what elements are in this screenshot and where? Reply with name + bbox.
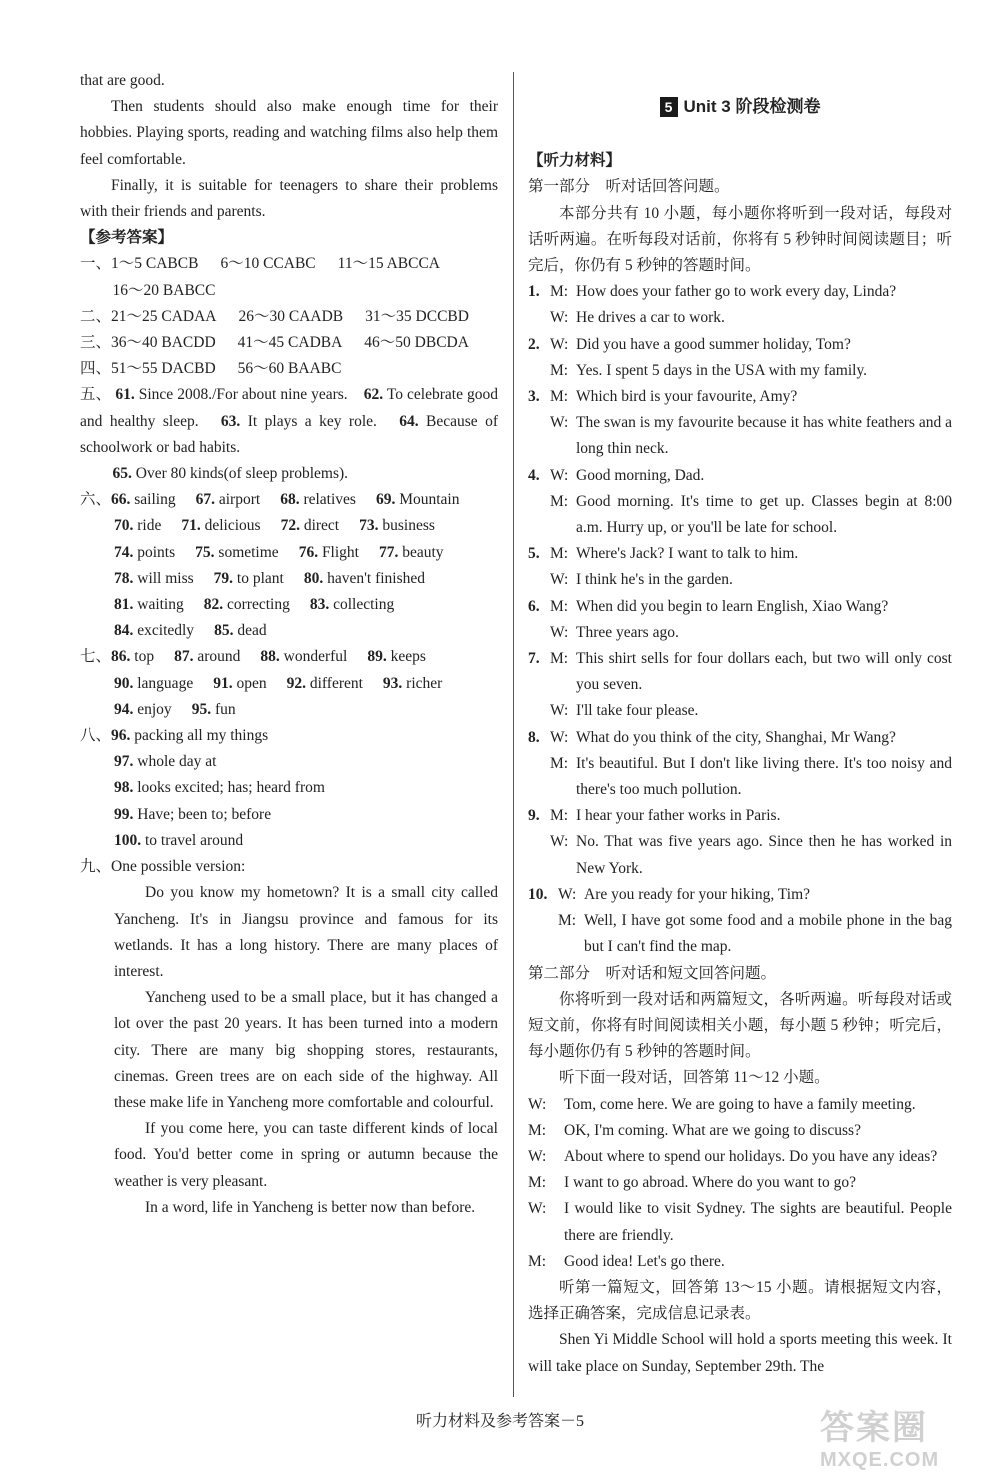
- watermark-text: MXQE.COM: [820, 1449, 940, 1471]
- answer-text: Flight: [321, 543, 359, 561]
- question-number: 70.: [114, 517, 134, 535]
- answer-group: [214, 566, 284, 592]
- part-title: 第二部分 听对话和短文回答问题。: [528, 964, 777, 982]
- answer-group: [359, 513, 435, 539]
- speaker-label: W:: [550, 571, 569, 589]
- section-label: 四、: [80, 360, 112, 378]
- paragraph: 听第一篇短文，回答第 13～15 小题。请根据短文内容，选择正确答案，完成信息记录表。: [528, 1278, 952, 1323]
- answer-group: [379, 540, 444, 566]
- answer-text: different: [309, 674, 363, 692]
- speaker-label: W:: [550, 833, 569, 851]
- answer-row: [80, 513, 498, 539]
- answer-group: [310, 592, 394, 618]
- section-label: 六、: [80, 491, 112, 509]
- speaker-label: W:: [550, 466, 569, 484]
- conversation: [528, 1092, 952, 1275]
- answer-text: Over 80 kinds(of sleep problems).: [135, 465, 349, 483]
- answer-text: delicious: [204, 517, 261, 535]
- question-number: 89.: [367, 648, 387, 666]
- question-number: 91.: [213, 674, 233, 692]
- question-number: 67.: [195, 491, 215, 509]
- dialog-text: It's beautiful. But I don't like living there. It's too noisy and there's too much pollution.: [576, 754, 952, 799]
- question-number: 87.: [174, 648, 194, 666]
- answer-row: [80, 749, 498, 775]
- dialog-text: Good morning, Dad.: [576, 466, 705, 484]
- answer-text: haven't finished: [327, 569, 426, 587]
- question-number: 80.: [303, 569, 324, 587]
- column-divider: [513, 72, 514, 1397]
- question-number: 1.: [528, 283, 540, 301]
- answer-group: 11～15 ABCCA: [337, 255, 440, 273]
- answer-group: [213, 671, 266, 697]
- dialog-line: [528, 829, 952, 881]
- question-number: 88.: [260, 648, 280, 666]
- answer-group: [181, 513, 260, 539]
- dialog-line: [528, 908, 952, 960]
- speaker-label: M:: [550, 361, 569, 379]
- question-number: 2.: [528, 335, 540, 353]
- speaker-label: W:: [550, 335, 569, 353]
- answer-row: [80, 278, 498, 304]
- answer-row: [80, 775, 498, 801]
- dialog-text: I hear your father works in Paris.: [576, 807, 781, 825]
- answer-text: Since 2008./For about nine years.: [138, 386, 348, 404]
- question-number: 6.: [528, 597, 540, 615]
- answer-text: business: [382, 517, 435, 535]
- question-number: 72.: [280, 517, 300, 535]
- answer-text: to travel around: [145, 831, 244, 849]
- answer-group: [114, 513, 161, 539]
- answer-group: [114, 566, 194, 592]
- dialog-line: [528, 489, 952, 541]
- answer-group: 46～50 DBCDA: [364, 334, 469, 352]
- answers-heading: 【参考答案】: [80, 229, 174, 247]
- question-number: 78.: [114, 569, 134, 587]
- question-number: [528, 567, 550, 593]
- question-number: 73.: [359, 517, 379, 535]
- dialog-text: Well, I have got some food and a mobile phone in the bag but I can't find the map.: [584, 912, 952, 956]
- dialog-line: [528, 1118, 952, 1144]
- paragraph: 本部分共有 10 小题，每小题你将听到一段对话，每段对话听两遍。在听每段对话前，你将有 5 秒钟时间阅读题目；听完后，你仍有 5 秒钟的答题时间。: [528, 204, 952, 275]
- answer-group: [304, 566, 425, 592]
- answer-text: whole day at: [137, 753, 217, 771]
- section-label: 八、: [80, 727, 112, 745]
- dialog-line: [528, 358, 952, 384]
- answer-group: [299, 540, 359, 566]
- answer-row: [80, 461, 498, 487]
- question-number: 83.: [309, 596, 330, 614]
- question-number: 61.: [115, 386, 135, 404]
- answer-group: [111, 487, 176, 513]
- answer-text: language: [137, 674, 194, 692]
- unit-number-badge: 5: [660, 97, 678, 117]
- dialog-line: [528, 751, 952, 803]
- dialog-line: [528, 803, 952, 829]
- answer-group: [287, 671, 363, 697]
- answer-row: [80, 723, 498, 749]
- question-number: 76.: [298, 543, 319, 561]
- question-number: [528, 410, 550, 462]
- paragraph: Do you know my hometown? It is a small city called Yancheng. It's in Jiangsu province and famous for its wetlands. It has a long history. There are many places of interest.: [114, 884, 498, 980]
- dialog-line: [528, 620, 952, 646]
- question-number: 74.: [114, 543, 134, 561]
- answer-group: [174, 644, 240, 670]
- paragraph: 听下面一段对话，回答第 11～12 小题。: [559, 1069, 830, 1087]
- answer-row: [80, 644, 498, 670]
- question-number: 68.: [280, 491, 300, 509]
- question-number: 97.: [114, 753, 134, 771]
- question-number: 85.: [214, 622, 234, 640]
- answer-row: [80, 566, 498, 592]
- question-number: 84.: [114, 622, 134, 640]
- answer-text: Mountain: [399, 491, 460, 509]
- dialog-text: I think he's in the garden.: [576, 571, 733, 589]
- question-number: 4.: [528, 466, 540, 484]
- question-number: 66.: [111, 491, 131, 509]
- answer-group: [114, 618, 194, 644]
- speaker-label: M:: [528, 1121, 547, 1139]
- answer-text: around: [197, 648, 241, 666]
- question-number: [528, 620, 550, 646]
- dialog-line: [528, 698, 952, 724]
- answer-row: [80, 540, 498, 566]
- dialog-text: Tom, come here. We are going to have a family meeting.: [564, 1095, 916, 1113]
- paragraph: Finally, it is suitable for teenagers to share their problems with their friends and parents.: [80, 176, 498, 221]
- question-number: 65.: [112, 465, 132, 483]
- question-number: 94.: [114, 700, 134, 718]
- dialog-line: [528, 541, 952, 567]
- answer-group: [260, 644, 347, 670]
- answer-group: [367, 644, 426, 670]
- answer-group: 6～10 CCABC: [220, 255, 316, 273]
- answer-block-5: [80, 382, 498, 461]
- dialog-line: [528, 463, 952, 489]
- answer-group: [114, 697, 172, 723]
- answer-group: [281, 513, 340, 539]
- question-number: [528, 829, 550, 881]
- question-number: 8.: [528, 728, 540, 746]
- answer-text: richer: [406, 674, 443, 692]
- answer-block-6: [80, 487, 498, 644]
- dialog-text: Where's Jack? I want to talk to him.: [576, 545, 799, 563]
- answer-row: [80, 802, 498, 828]
- dialog-line: [528, 1170, 952, 1196]
- question-number: 82.: [203, 596, 224, 614]
- dialog-line: [528, 410, 952, 462]
- answer-row: [80, 487, 498, 513]
- dialog-text: Are you ready for your hiking, Tim?: [584, 885, 811, 903]
- question-number: 63.: [220, 412, 241, 430]
- dialog-text: About where to spend our holidays. Do you have any ideas?: [564, 1147, 938, 1165]
- speaker-label: M:: [550, 545, 569, 563]
- question-number: 77.: [378, 543, 399, 561]
- unit-title: Unit 3 阶段检测卷: [683, 97, 821, 116]
- page-footer: 听力材料及参考答案－5: [415, 1413, 584, 1430]
- section-label: 一、: [80, 255, 112, 273]
- dialog-text: Did you have a good summer holiday, Tom?: [576, 335, 851, 353]
- answer-text: It plays a key role.: [247, 412, 377, 430]
- answer-text: To celebrate good and healthy sleep.: [80, 386, 498, 430]
- question-number: 69.: [375, 491, 396, 509]
- listening-heading: 【听力材料】: [528, 152, 622, 170]
- speaker-label: M:: [550, 283, 569, 301]
- answer-text: airport: [218, 491, 261, 509]
- question-number: [528, 358, 550, 384]
- dialog-text: I'll take four please.: [576, 702, 699, 720]
- answer-group: 41～45 CADBA: [237, 334, 343, 352]
- question-number: 7.: [528, 650, 540, 668]
- question-number: 75.: [195, 543, 215, 561]
- answer-text: enjoy: [137, 700, 172, 718]
- answer-text: packing all my things: [134, 727, 269, 745]
- paragraph: that are good.: [80, 72, 165, 89]
- speaker-label: W:: [528, 1200, 547, 1218]
- question-number: 98.: [114, 779, 134, 797]
- answer-group: [192, 697, 236, 723]
- answer-text: sometime: [218, 543, 279, 561]
- answer-group: 31～35 DCCBD: [365, 307, 469, 325]
- answer-group: [114, 592, 184, 618]
- question-number: 5.: [528, 545, 540, 563]
- speaker-label: M:: [550, 754, 569, 772]
- speaker-label: M:: [528, 1174, 547, 1192]
- dialog-text: When did you begin to learn English, Xiao Wang?: [576, 597, 889, 615]
- question-number: 62.: [363, 386, 384, 404]
- answer-row: [80, 356, 498, 382]
- speaker-label: M:: [558, 912, 577, 930]
- answer-group: 36～40 BACDD: [111, 334, 216, 352]
- answer-text: points: [137, 543, 176, 561]
- answer-text: correcting: [227, 596, 290, 614]
- question-number: 3.: [528, 388, 540, 406]
- answer-row: [80, 854, 498, 880]
- paragraph: Then students should also make enough time for their hobbies. Playing sports, reading and watching films also help them feel comfortable.: [80, 98, 498, 168]
- dialog-line: [528, 646, 952, 698]
- section-label: 五、: [80, 386, 112, 404]
- answer-text: beauty: [402, 543, 444, 561]
- question-number: [528, 489, 550, 541]
- question-number: [528, 751, 550, 803]
- question-number: 96.: [111, 727, 131, 745]
- paragraph: If you come here, you can taste different kinds of local food. You'd better come in spring or autumn because the weather is very pleasant.: [114, 1120, 498, 1190]
- section-label: 二、: [80, 307, 112, 325]
- question-number: [528, 698, 550, 724]
- dialog-text: OK, I'm coming. What are we going to discuss?: [564, 1121, 861, 1139]
- question-number: 100.: [114, 831, 142, 849]
- speaker-label: W:: [550, 728, 569, 746]
- dialog-line: [528, 1144, 952, 1170]
- answer-text: collecting: [333, 596, 395, 614]
- speaker-label: W:: [558, 885, 577, 903]
- question-number: 93.: [382, 674, 403, 692]
- answer-group: 51～55 DACBD: [111, 360, 216, 378]
- section-label: 七、: [80, 648, 112, 666]
- question-number: 71.: [181, 517, 201, 535]
- answer-text: ride: [137, 517, 162, 535]
- answer-group: 16～20 BABCC: [112, 281, 216, 299]
- dialog-text: Good morning. It's time to get up. Classes begin at 8:00 a.m. Hurry up, or you'll be late for school.: [576, 492, 952, 537]
- dialog-line: [528, 594, 952, 620]
- part-title: 第一部分 听对话回答问题。: [528, 178, 730, 196]
- speaker-label: W:: [528, 1147, 547, 1165]
- speaker-label: W:: [550, 309, 569, 327]
- answer-text: wonderful: [283, 648, 348, 666]
- answer-row: [80, 697, 498, 723]
- question-number: 86.: [111, 648, 131, 666]
- answer-text: keeps: [390, 648, 426, 666]
- question-number: [528, 305, 550, 331]
- dialog-list: [528, 279, 952, 960]
- answer-group: 1～5 CABCB: [111, 255, 199, 273]
- answer-block-7: [80, 644, 498, 723]
- dialog-text: He drives a car to work.: [576, 309, 725, 327]
- answer-group: 26～30 CAADB: [238, 307, 344, 325]
- left-column: [80, 68, 498, 1221]
- answer-row: [80, 671, 498, 697]
- speaker-label: M:: [528, 1252, 547, 1270]
- question-number: 92.: [286, 674, 306, 692]
- dialog-line: [528, 1196, 952, 1248]
- answer-group: [280, 487, 356, 513]
- answer-group: [383, 671, 442, 697]
- question-number: 99.: [114, 805, 134, 823]
- question-number: 90.: [114, 674, 134, 692]
- answer-text: open: [236, 674, 267, 692]
- dialog-text: What do you think of the city, Shanghai, Mr Wang?: [576, 728, 896, 746]
- speaker-label: M:: [550, 597, 569, 615]
- dialog-line: [528, 882, 952, 908]
- answer-text: direct: [303, 517, 340, 535]
- answer-text: excitedly: [137, 622, 195, 640]
- dialog-line: [528, 1249, 952, 1275]
- answer-text: waiting: [137, 596, 184, 614]
- dialog-line: [528, 1092, 952, 1118]
- answer-text: Have; been to; before: [137, 805, 272, 823]
- paragraph: 你将听到一段对话和两篇短文，各听两遍。听每段对话或短文前，你将有时间阅读相关小题，每小题 5 秒钟；听完后，每小题你仍有 5 秒钟的答题时间。: [528, 990, 952, 1061]
- section-label: 九、: [80, 858, 112, 876]
- speaker-label: M:: [550, 388, 569, 406]
- dialog-text: Which bird is your favourite, Amy?: [576, 388, 798, 406]
- answer-row: [80, 592, 498, 618]
- paragraph: In a word, life in Yancheng is better now than before.: [145, 1198, 476, 1216]
- speaker-label: W:: [550, 702, 569, 720]
- answer-row: [80, 828, 498, 854]
- dialog-text: I want to go abroad. Where do you want to go?: [564, 1174, 856, 1192]
- answer-group: [214, 618, 267, 644]
- answer-group: 56～60 BAABC: [237, 360, 342, 378]
- speaker-label: W:: [528, 1095, 547, 1113]
- answer-text: looks excited; has; heard from: [137, 779, 325, 797]
- answer-group: [195, 540, 279, 566]
- question-number: 79.: [213, 569, 234, 587]
- dialog-text: Good idea! Let's go there.: [564, 1252, 725, 1270]
- answer-text: One possible version:: [111, 858, 246, 876]
- answer-group: [376, 487, 460, 513]
- paragraph: Yancheng used to be a small place, but it has changed a lot over the past 20 years. It has been turned into a modern city. There are many big shopping stores, restaurants, cinemas. Green trees are on each side of the highway. All these make life in Yancheng more comfortable and colourful.: [114, 989, 498, 1111]
- answer-row: [80, 330, 498, 356]
- question-number: 10.: [528, 885, 548, 903]
- speaker-label: W:: [550, 414, 569, 432]
- answer-group: [204, 592, 290, 618]
- question-number: 9.: [528, 807, 540, 825]
- answer-group: [114, 671, 193, 697]
- speaker-label: M:: [550, 807, 569, 825]
- answer-text: to plant: [236, 569, 284, 587]
- answer-text: will miss: [137, 569, 194, 587]
- dialog-text: Yes. I spent 5 days in the USA with my family.: [576, 361, 868, 379]
- dialog-line: [528, 384, 952, 410]
- question-number: 64.: [399, 412, 419, 430]
- unit-heading: [528, 94, 952, 120]
- answer-text: Because of schoolwork or bad habits.: [80, 412, 499, 456]
- answer-text: relatives: [303, 491, 356, 509]
- answer-block-8: [80, 723, 498, 854]
- answer-text: fun: [214, 700, 236, 718]
- dialog-text: I would like to visit Sydney. The sights are beautiful. People there are friendly.: [564, 1200, 952, 1244]
- speaker-label: M:: [550, 492, 569, 510]
- answer-group: 21～25 CADAA: [111, 307, 217, 325]
- dialog-line: [528, 567, 952, 593]
- composition: [80, 880, 498, 1221]
- question-number: [528, 908, 558, 960]
- answer-group: [196, 487, 261, 513]
- right-column: [528, 68, 952, 1380]
- dialog-line: [528, 332, 952, 358]
- watermark-logo: [820, 1400, 990, 1470]
- speaker-label: W:: [550, 623, 569, 641]
- dialog-text: No. That was five years ago. Since then he has worked in New York.: [576, 833, 952, 877]
- answer-text: sailing: [134, 491, 176, 509]
- answer-row: [80, 304, 498, 330]
- dialog-text: This shirt sells for four dollars each, but two will only cost you seven.: [576, 650, 952, 694]
- dialog-line: [528, 305, 952, 331]
- dialog-line: [528, 725, 952, 751]
- answer-text: dead: [237, 622, 267, 640]
- answer-row: [80, 618, 498, 644]
- question-number: 95.: [191, 700, 212, 718]
- section-label: 三、: [80, 334, 112, 352]
- question-number: 81.: [114, 596, 134, 614]
- dialog-text: Three years ago.: [576, 623, 679, 641]
- watermark-text: 答案圈: [820, 1409, 928, 1447]
- answer-text: top: [134, 648, 155, 666]
- dialog-line: [528, 279, 952, 305]
- dialog-text: The swan is my favourite because it has white feathers and a long thin neck.: [576, 414, 952, 458]
- speaker-label: M:: [550, 650, 569, 668]
- paragraph: Shen Yi Middle School will hold a sports meeting this week. It will take place on Sunday, September 29th. The: [528, 1331, 952, 1375]
- dialog-text: How does your father go to work every day, Linda?: [576, 283, 897, 301]
- answer-group: [111, 644, 154, 670]
- answer-row: [80, 251, 498, 277]
- answer-group: [114, 540, 175, 566]
